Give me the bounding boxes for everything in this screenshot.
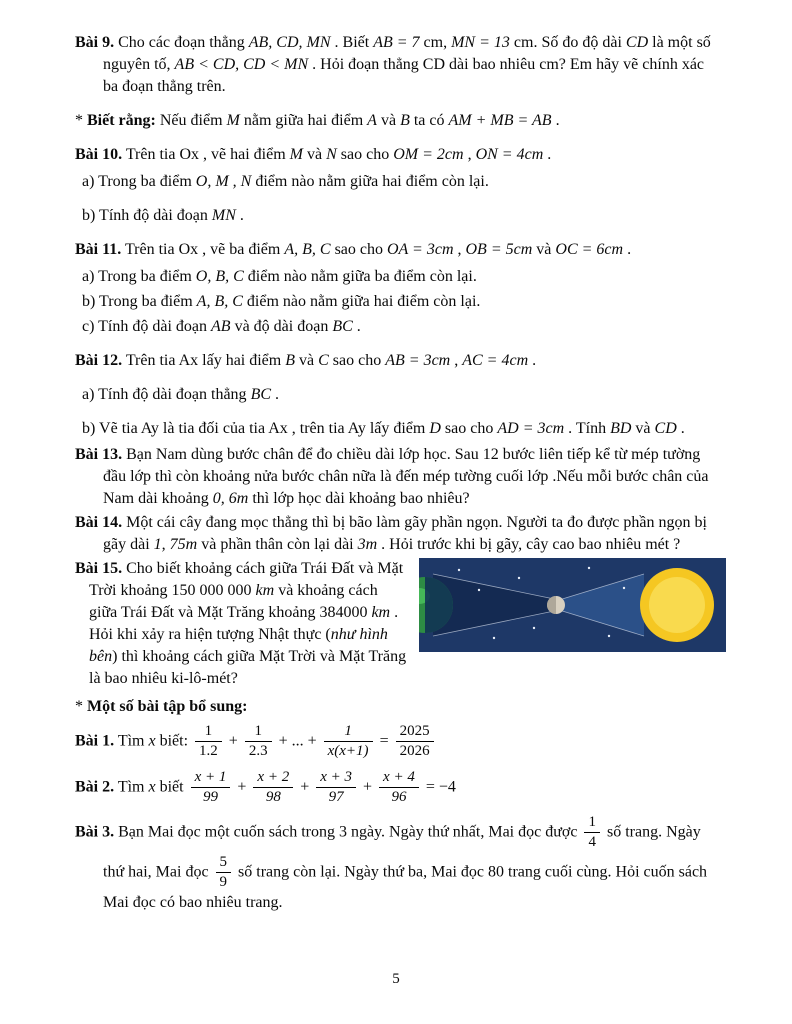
exercise-14: Bài 14. Một cái cây đang mọc thẳng thì bị bão làm gãy phần ngọn. Người ta đo được phần ngọn bị gãy dài 1, 75m và phần thân còn lại dài 3m . Hỏi trước khi bị gãy, cây cao bao nhiêu mét ?: [75, 514, 707, 553]
page-number: 5: [392, 971, 400, 987]
exercise-10: Bài 10. Trên tia Ox , vẽ hai điểm M và N sao cho OM = 2cm , ON = 4cm .: [75, 146, 552, 163]
exercise-13: Bài 13. Bạn Nam dùng bước chân để đo chiều dài lớp học. Sau 12 bước liên tiếp kể từ mép tường đầu lớp thì còn khoảng nửa bước chân nữa là đến mép tường cuối lớp .Nếu mỗi bước chân của Nam dài khoảng 0, 6m thì lớp học dài khoảng bao nhiêu?: [75, 446, 709, 507]
exercise-15: Bài 15. Cho biết khoảng cách giữa Trái Đất và Mặt Trời khoảng 150 000 000 km và khoảng cách giữa Trái Đất và Mặt Trăng khoảng 384000 km . Hỏi khi xảy ra hiện tượng Nhật thực (như hình bên) thì khoảng cách giữa Mặt Trời và Mặt Trăng là bao nhiêu ki-lô-mét?: [75, 560, 407, 687]
exercise-11: Bài 11. Trên tia Ox , vẽ ba điểm A, B, C sao cho OA = 3cm , OB = 5cm và OC = 6cm .: [75, 241, 632, 258]
exercise-11b: b) Trong ba điểm A, B, C điểm nào nằm giữa hai điểm còn lại.: [82, 293, 481, 310]
exercise-9: Bài 9. Cho các đoạn thẳng AB, CD, MN . Biết AB = 7 cm, MN = 13 cm. Số đo độ dài CD là một số nguyên tố, AB < CD, CD < MN . Hỏi đoạn thẳng CD dài bao nhiêu cm? Em hãy vẽ chính xác ba đoạn thẳng trên.: [75, 34, 711, 95]
eclipse-figure: [419, 558, 726, 652]
exercise-11c: c) Tính độ dài đoạn AB và độ dài đoạn BC .: [82, 318, 361, 335]
exercise-11a: a) Trong ba điểm O, B, C điểm nào nằm giữa ba điểm còn lại.: [82, 268, 477, 285]
supplement-exercise-1: Bài 1. Tìm x biết: $\frac{1}{1.2}$ + $\frac{1}{2.3}$ + ... + $\frac{1}{x(x+1)}$ = $\frac{2025}{2026}$: [75, 722, 720, 762]
moon-icon: [547, 596, 565, 614]
sun-icon: [640, 568, 714, 642]
exercise-10b: b) Tính độ dài đoạn MN .: [82, 207, 244, 224]
supplement-exercise-3: Bài 3. Bạn Mai đọc một cuốn sách trong 3 ngày. Ngày thứ nhất, Mai đọc được $\frac{1}{4}$ số trang. Ngày thứ hai, Mai đọc $\frac{5}{9}$ số trang còn lại. Ngày thứ ba, Mai đọc 80 trang cuối cùng. Hỏi cuốn sách Mai đọc có bao nhiêu trang.: [75, 814, 708, 911]
exercise-10a: a) Trong ba điểm O, M , N điểm nào nằm giữa hai điểm còn lại.: [82, 173, 489, 190]
note-biet-rang: * Biết rằng: Nếu điểm M nằm giữa hai điểm A và B ta có AM + MB = AB .: [75, 112, 560, 129]
exercise-15-row: [75, 558, 720, 690]
supplement-heading: * Một số bài tập bổ sung:: [75, 698, 248, 715]
supplement-exercise-2: Bài 2. Tìm x biết $\frac{x + 1}{99}$ + $\frac{x + 2}{98}$ + $\frac{x + 3}{97}$ + $\frac{x + 4}{96}$ = −4: [75, 768, 456, 805]
exercise-12a: a) Tính độ dài đoạn thẳng BC .: [82, 386, 280, 403]
exercise-12: Bài 12. Trên tia Ax lấy hai điểm B và C sao cho AB = 3cm , AC = 4cm .: [75, 352, 537, 369]
exercise-12b: b) Vẽ tia Ay là tia đối của tia Ax , trên tia Ay lấy điểm D sao cho AD = 3cm . Tính BD và CD .: [82, 420, 685, 437]
